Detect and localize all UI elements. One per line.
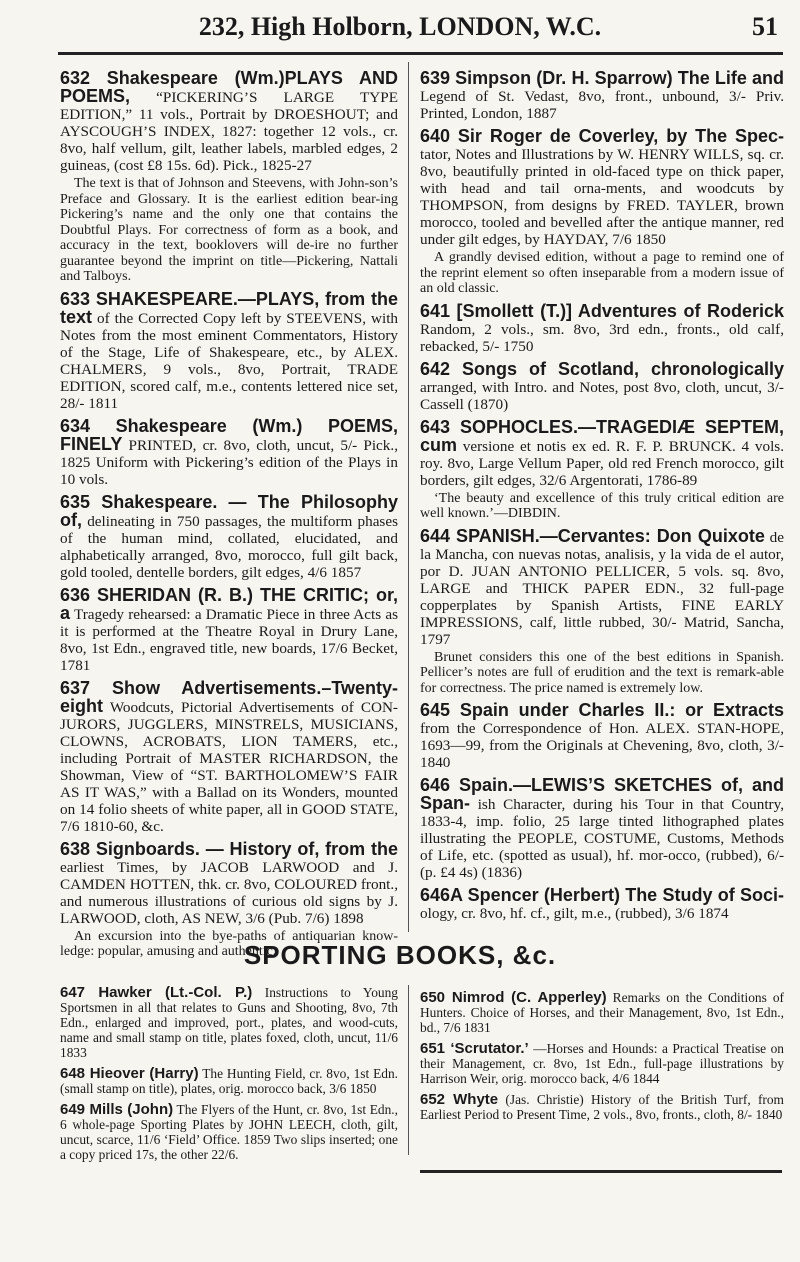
entry-description: —Horses and Hounds: a Practical Treatise on their Management, cr. 8vo, 1st Edn., full-page illustrations by Harrison Weir, orig. morocco back, 4/6 1844 <box>420 1041 784 1086</box>
entry-description: Remarks on the Conditions of Hunters. Choice of Horses, and their Management, 8vo, 1st Edn., bd., 7/6 1831 <box>420 990 784 1035</box>
catalogue-entry <box>420 300 784 355</box>
entry-heading: 636 SHERIDAN (R. B.) THE CRITIC; or, a <box>60 584 398 623</box>
entry-heading: 643 SOPHOCLES.—TRAGEDIÆ SEPTEM, cum <box>420 416 784 455</box>
catalogue-entry <box>60 584 398 674</box>
section-title: SPORTING BOOKS, &c. <box>243 940 557 970</box>
entry-note: A grandly devised edition, without a page to remind one of the reprint element so often inseparable from a modern issue of an old classic. <box>420 250 784 296</box>
entry-description: versione et notis ex ed. R. F. P. BRUNCK. 4 vols. roy. 8vo, Large Vellum Paper, old red French morocco, gilt borders, gilt edges, 32/6 Argentorati, 1786-89 <box>420 437 784 489</box>
catalogue-entry <box>420 128 784 297</box>
catalogue-entry <box>60 985 398 1060</box>
entry-heading: 638 Signboards. — History of, from the <box>60 838 398 859</box>
header-rule <box>58 52 783 55</box>
entry-description: Woodcuts, Pictorial Advertisements of CON-JURORS, JUGGLERS, MINSTRELS, MUSICIANS, CLOWNS, ACROBATS, LION TAMERS, etc., including Portrait of MASTER RICHARDSON, the Showman, View of “ST. BARTHOLOMEW’S FAIR AS IT WAS,” with a Ballad on its Wonders, mounted on 14 folio sheets of white paper, all in GOOD STATE, 7/6 1810-60, &c. <box>60 698 398 835</box>
entry-description: Legend of St. Vedast, 8vo, front., unbound, 3/- Priv. Printed, London, 1887 <box>420 88 784 122</box>
entry-description: from the Correspondence of Hon. ALEX. STAN-HOPE, 1693—99, from the Originals at Chevening, 8vo, cloth, 3/- 1840 <box>420 720 784 771</box>
catalogue-entry <box>60 677 398 835</box>
entry-description: The Hunting Field, cr. 8vo, 1st Edn. (small stamp on title), plates, orig. morocco back, 3/6 1850 <box>60 1066 398 1096</box>
entry-description: arranged, with Intro. and Notes, post 8vo, cloth, uncut, 3/- Cassell (1870) <box>420 378 784 413</box>
footer-rule <box>420 1170 782 1173</box>
entry-description: de la Mancha, con nuevas notas, analisis, y la vida de el autor, por D. JUAN ANTONIO PELLICER, 5 vols. sq. 8vo, LARGE and THICK PAPER EDN., 32 full-page copperplates by Spanish Artists, FINE EARLY IMPRESSIONS, calf, little rubbed, 30/- Matrid, Sancha, 1797 <box>420 528 784 648</box>
entry-description: delineating in 750 passages, the multiform phases of the human mind, collated, elucidated, and alphabetically arranged, 8vo, morocco, full gilt back, gold tooled, dentelle borders, gilt edges, 4/6 1857 <box>60 512 398 581</box>
entry-heading: 649 Mills (John) <box>60 1101 174 1118</box>
catalogue-entry <box>420 416 784 522</box>
entry-note: The text is that of Johnson and Steevens, with John-son’s Preface and Glossary. It is the earliest edition bear-ing Pickering’s name and the only one that contains the Doubtful Plays. For correctness of form as a book, and accuracy in the text, booklovers will de-ire no further guarantee beyond the imprint on title—Pickering, Nattali and Talboys. <box>60 176 398 284</box>
right-column <box>420 70 784 928</box>
entry-description: The Flyers of the Hunt, cr. 8vo, 1st Edn., 6 whole-page Sporting Plates by JOHN LEECH, cloth, gilt, uncut, scarce, 11/6 ‘Field’ Office. 1859 Two slips inserted; one a copy priced 17s, the other 22/6. <box>60 1102 398 1162</box>
entry-heading: 642 Songs of Scotland, chronologically <box>420 358 784 379</box>
catalogue-entry <box>60 1102 398 1162</box>
entry-heading: 639 Simpson (Dr. H. Sparrow) The Life and <box>420 68 784 88</box>
column-divider <box>408 62 409 932</box>
sporting-column-divider <box>408 985 409 1155</box>
entry-heading: 651 ‘Scrutator.’ <box>420 1040 529 1057</box>
catalogue-entry <box>420 1041 784 1086</box>
catalogue-entry <box>420 525 784 697</box>
catalogue-entry <box>420 990 784 1035</box>
entry-heading: 641 [Smollett (T.)] Adventures of Roderick <box>420 300 784 321</box>
entry-description: ology, cr. 8vo, hf. cf., gilt, m.e., (rubbed), 3/6 1874 <box>420 905 729 922</box>
catalogue-entry <box>420 887 784 922</box>
entry-heading: 632 Shakespeare (Wm.)PLAYS AND POEMS, <box>60 68 398 106</box>
page-title: 232, High Holborn, LONDON, W.C. <box>198 12 602 41</box>
catalogue-entry <box>420 702 784 771</box>
catalogue-entry <box>60 1066 398 1096</box>
sporting-left-column <box>60 985 398 1168</box>
entry-note: ‘The beauty and excellence of this truly critical edition are well known.’—DIBDIN. <box>420 490 784 521</box>
catalogue-entry <box>420 358 784 413</box>
entry-description: ish Character, during his Tour in that Country, 1833-4, imp. folio, 25 large tinted lithographed plates illustrating the PEOPLE, COSTUME, Customs, Methods of Life, etc. (spotted as usual), hf. mor-occo, (rubbed), 6/- (p. £4 4s) (1836) <box>420 796 784 881</box>
entry-heading: 635 Shakespeare. — The Philosophy of, <box>60 491 398 530</box>
entry-heading: 652 Whyte <box>420 1091 499 1108</box>
entry-description: earliest Times, by JACOB LARWOOD and J. CAMDEN HOTTEN, thk. cr. 8vo, COLOURED front., and numerous illustrations of curious old signs by J. LARWOOD, cloth, AS NEW, 3/6 (Pub. 7/6) 1898 <box>60 858 398 927</box>
entry-heading: 650 Nimrod (C. Apperley) <box>420 989 607 1006</box>
entry-heading: 640 Sir Roger de Coverley, by The Spec- <box>420 126 784 146</box>
entry-heading: 644 SPANISH.—Cervantes: Don Quixote <box>420 525 765 546</box>
entry-heading: 647 Hawker (Lt.-Col. P.) <box>60 984 253 1001</box>
entry-heading: 633 SHAKESPEARE.—PLAYS, from the text <box>60 288 398 327</box>
page-header <box>0 10 800 46</box>
catalogue-entry <box>420 777 784 881</box>
entry-description: Instructions to Young Sportsmen in all that relates to Guns and Shooting, 8vo, 7th Edn., enlarged and improved, port., plates, and wood-cuts, name and small stamp on title, plates foxed, cloth, uncut, 11/6 1833 <box>60 985 398 1060</box>
left-column <box>60 70 398 966</box>
entry-heading: 634 Shakespeare (Wm.) POEMS, FINELY <box>60 415 398 454</box>
entry-description: PRINTED, cr. 8vo, cloth, uncut, 5/- Pick., 1825 Uniform with Pickering’s edition of the Plays in 10 vols. <box>60 436 398 488</box>
entry-heading: 648 Hieover (Harry) <box>60 1065 199 1082</box>
entry-heading: 645 Spain under Charles II.: or Extracts <box>420 700 784 720</box>
entry-heading: 637 Show Advertisements.–Twenty-eight <box>60 677 398 716</box>
entry-description: of the Corrected Copy left by STEEVENS, with Notes from the most eminent Commentators, History of the Stage, Life of Shakespeare, etc., by ALEX. CHALMERS, 9 vols., 8vo, Portrait, TRADE EDITION, scored calf, m.e., contents lettered nice set, 28/- 1811 <box>60 309 399 412</box>
entry-heading: 646 Spain.—LEWIS’S SKETCHES of, and Span- <box>420 775 784 813</box>
catalogue-entry <box>420 70 784 122</box>
entry-note: An excursion into the bye-paths of antiquarian know-ledge: popular, amusing and authentic. <box>60 928 398 959</box>
entry-heading: 646A Spencer (Herbert) The Study of Soci- <box>420 885 784 905</box>
catalogue-entry <box>420 1092 784 1122</box>
page-number: 51 <box>752 12 778 41</box>
entry-description: “PICKERING’S LARGE TYPE EDITION,” 11 vols., Portrait by DROESHOUT; and AYSCOUGH’S INDEX, 1827: together 12 vols., cr. 8vo, half vellum, gilt, leather labels, marbled edges, 2 guineas, (cost £8 15s. 6d). Pick., 1825-27 <box>60 89 398 174</box>
catalogue-entry <box>60 70 398 285</box>
entry-description: Random, 2 vols., sm. 8vo, 3rd edn., fronts., old calf, rebacked, 5/- 1750 <box>420 320 784 355</box>
entry-description: (Jas. Christie) History of the British Turf, from Earliest Period to Present Time, 2 vols., 8vo, fronts., cloth, 8/- 1840 <box>420 1092 784 1122</box>
sporting-right-column <box>420 990 784 1128</box>
entry-description: Tragedy rehearsed: a Dramatic Piece in three Acts as it is performed at the Theatre Royal in Drury Lane, 8vo, 1st Edn., engraved title, new boards, 17/6 Becket, 1781 <box>60 605 398 674</box>
catalogue-entry <box>60 415 398 488</box>
catalogue-entry <box>60 288 399 412</box>
entry-description: tator, Notes and Illustrations by W. HENRY WILLS, sq. cr. 8vo, beautifully printed in old-faced type on thick paper, with head and tail orna-ments, and woodcuts by THOMPSON, from designs by FRED. TAYLER, brown morocco, tooled and bevelled after the antique manner, red under gilt edges, by HAYDAY, 7/6 1850 <box>420 146 784 248</box>
catalogue-entry <box>60 491 398 581</box>
entry-note: Brunet considers this one of the best editions in Spanish. Pellicer’s notes are full of erudition and the text is remark-able for correctness. The price named is extremely low. <box>420 649 784 696</box>
